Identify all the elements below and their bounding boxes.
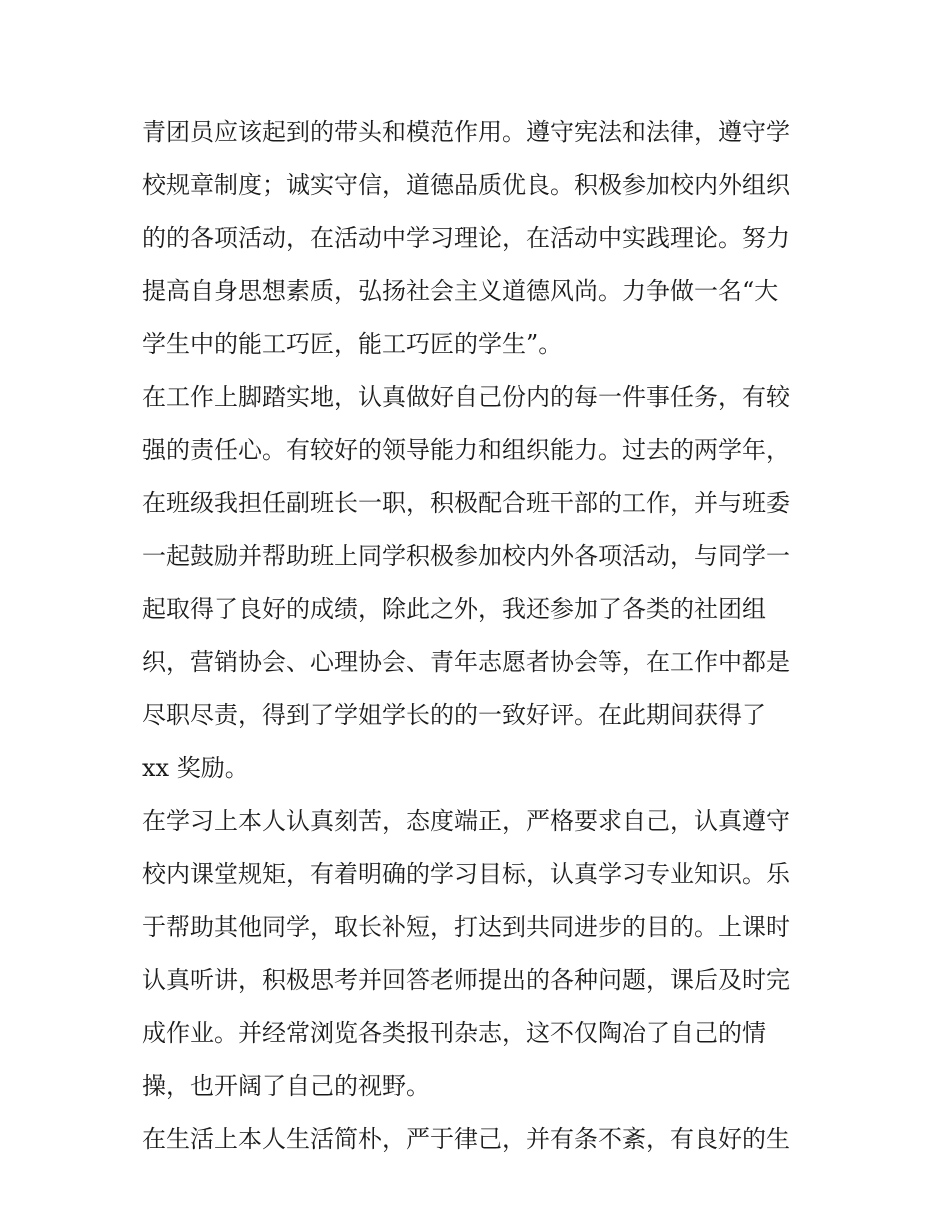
text-line: 起取得了良好的成绩，除此之外，我还参加了各类的社团组 xyxy=(142,595,766,623)
text-line: 在班级我担任副班长一职，积极配合班干部的工作，并与班委 xyxy=(142,489,790,517)
text-line: 提高自身思想素质，弘扬社会主义道德风尚。力争做一名“大 xyxy=(142,277,779,305)
text-line: 操，也开阔了自己的视野。 xyxy=(142,1072,430,1100)
text-line: 成作业。并经常浏览各类报刊杂志，这不仅陶冶了自己的情 xyxy=(142,1019,766,1047)
text-line: xx 奖励。 xyxy=(142,754,249,782)
text-line: 织，营销协会、心理协会、青年志愿者协会等，在工作中都是 xyxy=(142,648,790,676)
text-line: 在生活上本人生活简朴，严于律己，并有条不紊，有良好的生 xyxy=(142,1125,790,1153)
text-line: 校内课堂规矩，有着明确的学习目标，认真学习专业知识。乐 xyxy=(142,860,790,888)
text-line: 青团员应该起到的带头和模范作用。遵守宪法和法律，遵守学 xyxy=(142,118,790,146)
text-line: 于帮助其他同学，取长补短，打达到共同进步的目的。上课时 xyxy=(142,913,790,941)
text-line: 一起鼓励并帮助班上同学积极参加校内外各项活动，与同学一 xyxy=(142,542,790,570)
text-line: 校规章制度；诚实守信，道德品质优良。积极参加校内外组织 xyxy=(142,171,790,199)
text-line: 的的各项活动，在活动中学习理论，在活动中实践理论。努力 xyxy=(142,224,790,252)
document-body xyxy=(142,106,822,1166)
text-line: 强的责任心。有较好的领导能力和组织能力。过去的两学年， xyxy=(142,436,790,464)
text-line: 认真听讲，积极思考并回答老师提出的各种问题，课后及时完 xyxy=(142,966,790,994)
text-line: 尽职尽责，得到了学姐学长的的一致好评。在此期间获得了 xyxy=(142,701,766,729)
text-line: 在学习上本人认真刻苦，态度端正，严格要求自己，认真遵守 xyxy=(142,807,790,835)
text-line: 学生中的能工巧匠，能工巧匠的学生”。 xyxy=(142,330,563,358)
text-line: 在工作上脚踏实地，认真做好自己份内的每一件事任务，有较 xyxy=(142,383,790,411)
